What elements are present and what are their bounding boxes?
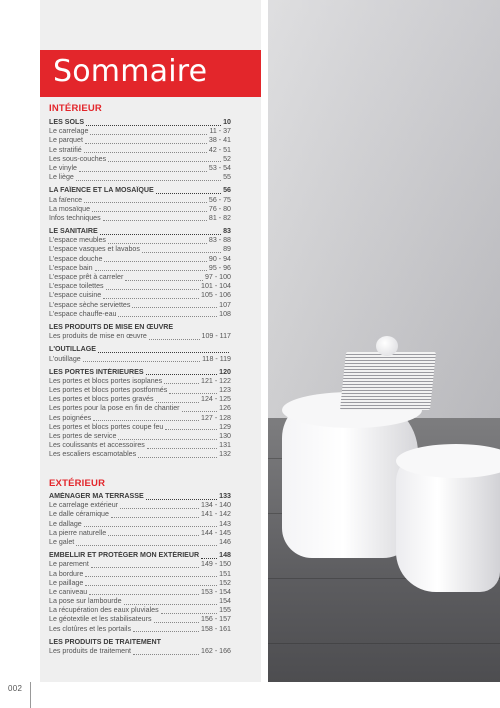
toc-leader-dots: [146, 369, 218, 375]
toc-label: Le stratifié: [49, 145, 82, 154]
toc-label: Les portes et blocs portes postformés: [49, 386, 168, 395]
toc-page: 132: [219, 450, 231, 459]
toc-page: 89: [223, 245, 231, 254]
toc-label: LES PORTES INTÉRIEURES: [49, 367, 144, 376]
toc-leader-dots: [83, 356, 200, 362]
toc-page: 101 - 104: [201, 282, 231, 291]
magazine-stack: [340, 352, 436, 410]
toc-entry[interactable]: [49, 432, 231, 441]
toc-leader-dots: [76, 175, 221, 181]
toc-leader-dots: [84, 197, 207, 203]
toc-page: 90 - 94: [208, 254, 231, 263]
page-number: 002: [8, 684, 23, 693]
toc-label: Le carrelage: [49, 127, 89, 136]
toc-entry[interactable]: [49, 570, 231, 579]
toc-page: 53 - 54: [208, 163, 231, 172]
toc-label: Le paillage: [49, 578, 84, 587]
toc-leader-dots: [111, 512, 199, 518]
toc-page: 141 - 142: [201, 510, 231, 519]
toc-leader-dots: [118, 434, 217, 440]
toc-category[interactable]: [49, 551, 231, 560]
toc-label: La faïence: [49, 195, 83, 204]
toc-label: Les clotûres et les portails: [49, 624, 132, 633]
toc-page: 11 - 37: [209, 127, 231, 136]
toc-category[interactable]: [49, 345, 231, 354]
toc-page: 124 - 125: [201, 395, 231, 404]
toc-label: Le dalle céramique: [49, 510, 109, 519]
toc-leader-dots: [133, 626, 199, 632]
toc-entry[interactable]: [49, 214, 231, 223]
toc-page: 109 - 117: [201, 332, 231, 341]
toc-category[interactable]: [49, 323, 231, 332]
toc-leader-dots: [156, 188, 221, 194]
toc-leader-dots: [85, 138, 207, 144]
toc-leader-dots: [133, 649, 199, 655]
toc-entry[interactable]: [49, 615, 231, 624]
toc-page: 42 - 51: [208, 145, 231, 154]
toc-label: Les portes pour la pose en fin de chantier: [49, 404, 180, 413]
toc-page: 133: [219, 492, 231, 500]
toc-entry[interactable]: [49, 301, 231, 310]
toc-category[interactable]: [49, 227, 231, 236]
toc-page: 95 - 96: [208, 263, 231, 272]
toc-label: Le vinyle: [49, 163, 77, 172]
toc-leader-dots: [84, 521, 217, 527]
toc-leader-dots: [124, 599, 218, 605]
toc-entry[interactable]: [49, 625, 231, 634]
toc-page: 83: [223, 227, 231, 236]
toc-page: 52: [223, 154, 231, 163]
toc-leader-dots: [132, 302, 217, 308]
toc-entry[interactable]: [49, 597, 231, 606]
toc-page: 83 - 88: [208, 236, 231, 245]
toc-leader-dots: [118, 311, 217, 317]
toc-leader-dots: [147, 443, 217, 449]
toc-leader-dots: [100, 229, 221, 235]
toc-label: La pose sur lambourde: [49, 597, 122, 606]
toc-label: Les produits de mise en œuvre: [49, 332, 147, 341]
toc-entry[interactable]: [49, 529, 231, 538]
toc-leader-dots: [106, 284, 199, 290]
toc-label: Les portes et blocs portes coupe feu: [49, 422, 164, 431]
toc-page: 153 - 154: [201, 587, 231, 596]
toc-leader-dots: [146, 494, 217, 500]
toc-page: 56: [223, 186, 231, 195]
toc-page: 118 - 119: [202, 354, 231, 363]
toc-leader-dots: [182, 406, 218, 412]
toc-leader-dots: [85, 580, 217, 586]
toc-leader-dots: [104, 256, 206, 262]
toc-page: 152: [219, 578, 231, 587]
toc-entry[interactable]: [49, 579, 231, 588]
toc-leader-dots: [85, 571, 217, 577]
toc-leader-dots: [108, 530, 199, 536]
toc-leader-dots: [164, 378, 199, 384]
toc-leader-dots: [120, 503, 199, 509]
toc-leader-dots: [156, 397, 200, 403]
toc-label: L'outillage: [49, 354, 81, 363]
toc-page: 107: [219, 300, 231, 309]
toc-entry[interactable]: [49, 273, 231, 282]
toc-label: LES PRODUITS DE MISE EN ŒUVRE: [49, 322, 174, 331]
toc-category[interactable]: [49, 186, 231, 195]
toc-leader-dots: [161, 608, 218, 614]
toc-label: Les poignées: [49, 413, 92, 422]
toc-entry[interactable]: [49, 264, 231, 273]
toc-category[interactable]: [49, 368, 231, 377]
toc-page: 129: [219, 422, 231, 431]
page-title: Sommaire: [53, 54, 208, 89]
toc-entry[interactable]: [49, 196, 231, 205]
toc-page: 155: [219, 606, 231, 615]
toc-leader-dots: [89, 589, 199, 595]
page-number-rule: [30, 682, 31, 708]
toc-label: Le galet: [49, 537, 75, 546]
section-heading-interieur: INTÉRIEUR: [49, 103, 102, 114]
toc-page: 149 - 150: [201, 560, 231, 569]
toc-entry[interactable]: [49, 282, 231, 291]
toc-label: Le parquet: [49, 136, 83, 145]
toc-leader-dots: [103, 215, 207, 221]
toc-page: 76 - 80: [208, 204, 231, 213]
white-apple: [376, 336, 398, 356]
toc-entry[interactable]: [49, 647, 231, 656]
toc-label: La mosaïque: [49, 204, 91, 213]
toc-label: Les portes et blocs portes isoplanes: [49, 376, 163, 385]
toc-entry[interactable]: [49, 414, 231, 423]
toc-page: 38 - 41: [208, 136, 231, 145]
toc-category[interactable]: [49, 638, 231, 647]
toc-label: Le caniveau: [49, 587, 88, 596]
toc-page: 151: [219, 569, 231, 578]
toc-entry[interactable]: [49, 510, 231, 519]
toc-page: 130: [219, 432, 231, 440]
toc-label: L'OUTILLAGE: [49, 345, 97, 354]
toc-entry[interactable]: [49, 127, 231, 136]
toc-leader-dots: [76, 540, 217, 546]
toc-leader-dots: [165, 424, 217, 430]
toc-leader-dots: [142, 247, 221, 253]
toc-label: Les coulissants et accessoires: [49, 441, 145, 450]
toc-entry[interactable]: [49, 173, 231, 182]
toc-leader-dots: [90, 129, 207, 135]
toc-entry[interactable]: [49, 155, 231, 164]
toc-label: Les portes de service: [49, 432, 117, 440]
toc-label: Les produits de traitement: [49, 647, 132, 655]
toc-entry[interactable]: [49, 520, 231, 529]
toc-label: Le géotextile et les stabilisateurs: [49, 615, 152, 624]
toc-entry[interactable]: [49, 395, 231, 404]
toc-label: LES SOLS: [49, 118, 85, 126]
toc-entry[interactable]: [49, 606, 231, 615]
toc-page: 162 - 166: [201, 647, 231, 655]
toc-page: 120: [219, 367, 231, 376]
toc-category[interactable]: [49, 118, 231, 127]
toc-entry[interactable]: [49, 332, 231, 341]
toc-page: 143: [219, 519, 231, 528]
toc-page: 127 - 128: [201, 413, 231, 422]
toc-label: Les sous-couches: [49, 154, 107, 163]
toc-leader-dots: [86, 120, 221, 126]
toc-entry[interactable]: [49, 291, 231, 300]
toc-category[interactable]: [49, 492, 231, 501]
toc-page: 154: [219, 597, 231, 606]
toc-label: L'espace meubles: [49, 236, 106, 245]
toc-leader-dots: [98, 347, 229, 353]
toc-leader-dots: [138, 452, 217, 458]
toc-entry[interactable]: [49, 310, 231, 319]
toc-entry[interactable]: [49, 423, 231, 432]
toc-page: 108: [219, 309, 231, 318]
toc-label: LES PRODUITS DE TRAITEMENT: [49, 637, 161, 646]
toc-entry[interactable]: [49, 205, 231, 214]
toc-label: L'espace sèche serviettes: [49, 300, 131, 309]
toc-page: 105 - 106: [201, 291, 231, 300]
toc-exterieur: [49, 492, 231, 656]
toc-label: Les escaliers escamotables: [49, 450, 137, 459]
toc-entry[interactable]: [49, 377, 231, 386]
toc-page: 123: [219, 386, 231, 395]
toc-leader-dots: [84, 147, 207, 153]
toc-leader-dots: [201, 553, 217, 559]
toc-label: LA FAÏENCE ET LA MOSAÏQUE: [49, 186, 154, 195]
toc-leader-dots: [79, 166, 207, 172]
toc-page: 56 - 75: [208, 195, 231, 204]
toc-interieur: [49, 118, 231, 460]
toc-label: EMBELLIR ET PROTÉGER MON EXTÉRIEUR: [49, 551, 200, 560]
toc-leader-dots: [108, 156, 221, 162]
toc-label: L'espace cuisine: [49, 291, 102, 300]
toc-entry[interactable]: [49, 355, 231, 364]
toc-page: 126: [219, 404, 231, 413]
toc-leader-dots: [95, 265, 207, 271]
toc-page: 146: [219, 537, 231, 546]
toc-entry[interactable]: [49, 538, 231, 547]
toc-label: La bordure: [49, 569, 84, 578]
toc-page: 121 - 122: [201, 376, 231, 385]
toc-page: 10: [223, 118, 231, 126]
toc-label: Les portes et blocs portes gravés: [49, 395, 154, 404]
toc-entry[interactable]: [49, 245, 231, 254]
toc-leader-dots: [149, 334, 200, 340]
toc-label: Le carrelage extérieur: [49, 501, 119, 510]
toc-leader-dots: [169, 388, 217, 394]
toc-label: L'espace prêt à carreler: [49, 273, 124, 281]
toc-leader-dots: [154, 617, 199, 623]
toc-leader-dots: [103, 293, 199, 299]
toc-entry[interactable]: [49, 136, 231, 145]
toc-entry[interactable]: [49, 560, 231, 569]
toc-label: Le parement: [49, 560, 89, 569]
toc-page: 131: [219, 441, 231, 450]
toc-leader-dots: [91, 562, 199, 568]
toc-page: 156 - 157: [201, 615, 231, 624]
toc-page: 144 - 145: [201, 528, 231, 537]
section-heading-exterieur: EXTÉRIEUR: [49, 478, 106, 489]
interior-photo: [268, 0, 500, 682]
toc-label: LE SANITAIRE: [49, 227, 98, 236]
toc-entry[interactable]: [49, 450, 231, 459]
toc-entry[interactable]: [49, 146, 231, 155]
toc-page: 81 - 82: [208, 213, 231, 222]
toc-label: L'espace vasques et lavabos: [49, 245, 140, 254]
toc-page: 134 - 140: [201, 501, 231, 510]
toc-label: Le dallage: [49, 519, 82, 528]
toc-label: L'espace douche: [49, 254, 103, 263]
toc-entry[interactable]: [49, 386, 231, 395]
toc-leader-dots: [125, 275, 203, 281]
toc-label: Le liège: [49, 173, 74, 182]
toc-leader-dots: [93, 415, 199, 421]
toc-entry[interactable]: [49, 501, 231, 510]
toc-label: La pierre naturelle: [49, 528, 107, 537]
toc-label: L'espace toilettes: [49, 282, 104, 291]
toc-entry[interactable]: [49, 588, 231, 597]
toc-page: 55: [223, 173, 231, 182]
toc-entry[interactable]: [49, 164, 231, 173]
toc-leader-dots: [92, 206, 207, 212]
floor-plank-line: [268, 643, 500, 644]
toc-label: La récupération des eaux pluviales: [49, 606, 159, 615]
toc-label: L'espace chauffe-eau: [49, 309, 117, 318]
toc-page: 97 - 100: [204, 273, 231, 281]
toc-label: Infos techniques: [49, 213, 101, 222]
toc-entry[interactable]: [49, 255, 231, 264]
toc-label: AMÉNAGER MA TERRASSE: [49, 492, 144, 500]
toc-page: 158 - 161: [201, 624, 231, 633]
toc-leader-dots: [108, 238, 207, 244]
toc-entry[interactable]: [49, 441, 231, 450]
toc-label: L'espace bain: [49, 263, 93, 272]
toc-entry[interactable]: [49, 236, 231, 245]
toc-entry[interactable]: [49, 404, 231, 413]
toc-page: 148: [219, 551, 231, 560]
